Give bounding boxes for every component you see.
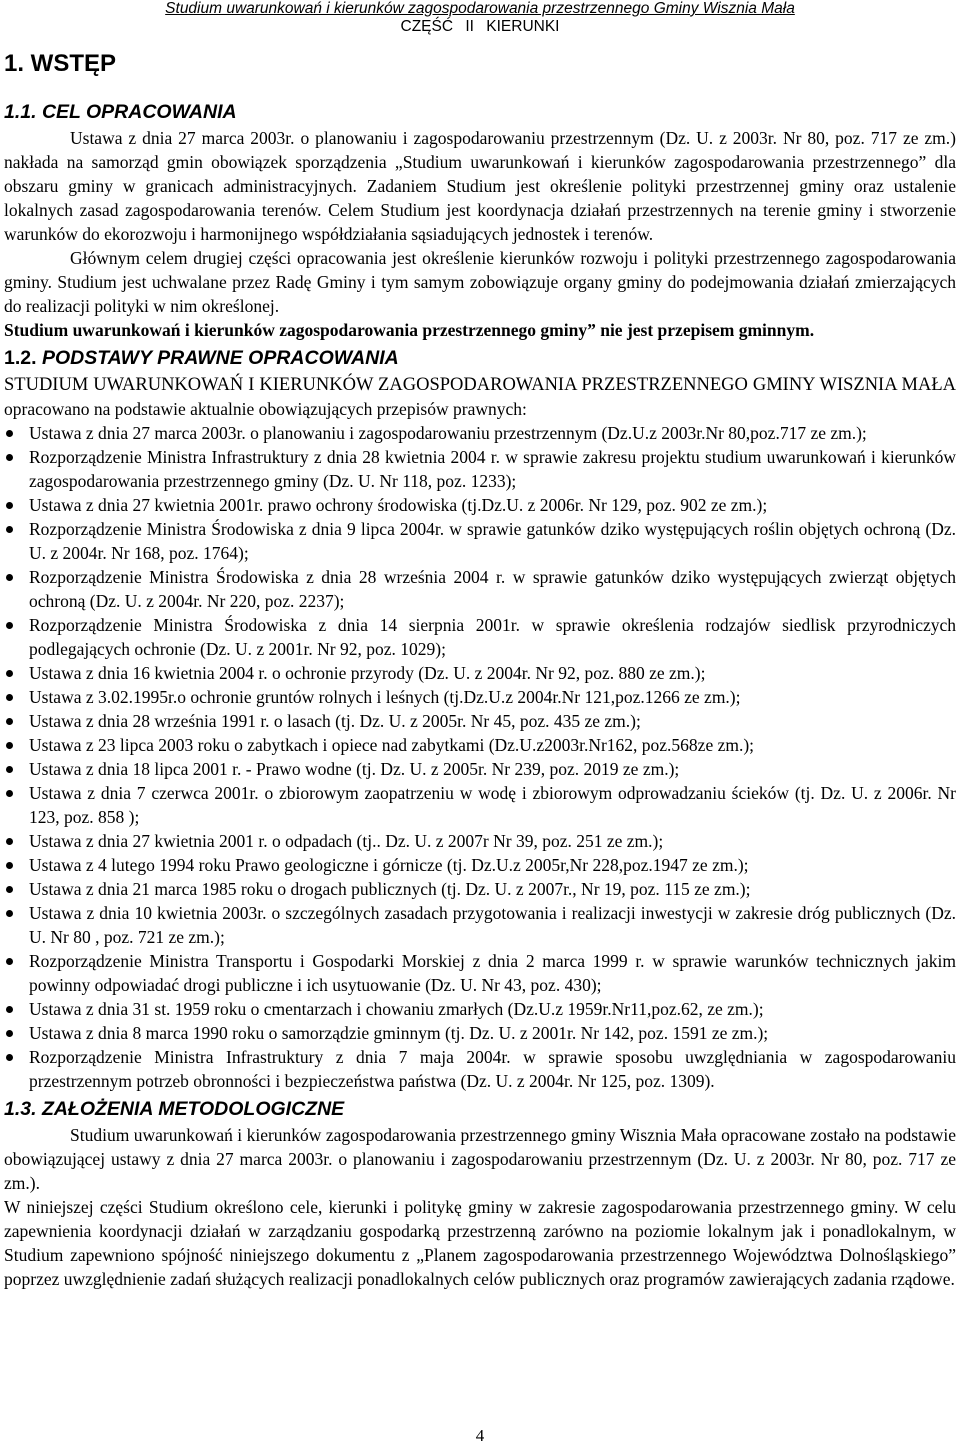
legal-basis-item-text: Rozporządzenie Ministra Środowiska z dnia 14 sierpnia 2001r. w sprawie określenia rodzajów siedlisk przyrodniczych podlegających ochronie (Dz. U. z 2001r. Nr 92, poz. 1029); [29,615,956,659]
document-body [4,98,956,1291]
study-title-caps: STUDIUM UWARUNKOWAŃ I KIERUNKÓW ZAGOSPODAROWANIA PRZESTRZENNEGO GMINY WISZNIA MAŁA [4,375,956,395]
bullet-icon [6,742,13,749]
bullet-icon [6,430,13,437]
legal-basis-item-text: Ustawa z dnia 18 lipca 2001 r. - Prawo wodne (tj. Dz. U. z 2005r. Nr 239, poz. 2019 ze zm.); [29,759,680,779]
legal-basis-item-text: Ustawa z dnia 27 kwietnia 2001 r. o odpadach (tj.. Dz. U. z 2007r Nr 39, poz. 251 ze zm.); [29,831,664,851]
bullet-icon [6,1030,13,1037]
bullet-icon [6,766,13,773]
legal-basis-item-text: Ustawa z dnia 27 kwietnia 2001r. prawo ochrony środowiska (tj.Dz.U. z 2006r. Nr 129, poz. 902 ze zm.); [29,495,768,515]
legal-basis-item-text: Ustawa z dnia 16 kwietnia 2004 r. o ochronie przyrody (Dz. U. z 2004r. Nr 92, poz. 880 ze zm.); [29,663,706,683]
legal-basis-item [4,949,956,997]
legal-basis-item-text: Ustawa z dnia 31 st. 1959 roku o cmentarzach i chowaniu zmarłych (Dz.U.z 1959r.Nr11,poz.62, ze zm.); [29,999,764,1019]
legal-basis-item [4,781,956,829]
section-1-2-heading-text: PODSTAWY PRAWNE OPRACOWANIA [41,347,399,369]
section-1-2-intro-rest: opracowano na podstawie aktualnie obowiązujących przepisów prawnych: [4,399,527,419]
bullet-icon [6,574,13,581]
section-1-3-title: 1.3. ZAŁOŻENIA METODOLOGICZNE [4,1098,345,1120]
bullet-icon [6,526,13,533]
section-1-2-title [4,344,956,372]
legal-basis-item [4,997,956,1021]
legal-basis-item [4,493,956,517]
legal-basis-item-text: Rozporządzenie Ministra Infrastruktury z dnia 7 maja 2004r. w sprawie sposobu uwzględniania w zagospodarowaniu przestrzennym potrzeb obronności i bezpieczeństwa państwa (Dz. U. z 2004r. Nr 125, poz. 1309). [29,1047,956,1091]
legal-basis-item [4,661,956,685]
page-number: 4 [475,1426,485,1445]
bullet-icon [6,886,13,893]
legal-basis-item [4,877,956,901]
legal-basis-item-text: Ustawa z dnia 21 marca 1985 roku o drogach publicznych (tj. Dz. U. z 2007r., Nr 19, poz. 115 ze zm.); [29,879,751,899]
legal-basis-item [4,445,956,493]
section-1-1-title: 1.1. CEL OPRACOWANIA [4,101,237,123]
legal-basis-item-text: Ustawa z dnia 27 marca 2003r. o planowaniu i zagospodarowaniu przestrzennym (Dz.U.z 2003r.Nr 80,poz.717 ze zm.); [29,423,867,443]
legal-basis-item-text: Ustawa z 3.02.1995r.o ochronie gruntów rolnych i leśnych (tj.Dz.U.z 2004r.Nr 121,poz.1266 ze zm.); [29,687,741,707]
legal-basis-item [4,829,956,853]
legal-basis-item-text: Rozporządzenie Ministra Infrastruktury z dnia 28 kwietnia 2004 r. w sprawie zakresu projektu studium uwarunkowań i kierunków zagospodarowania przestrzennego gminy (Dz. U. Nr 118, poz. 1233); [29,447,956,491]
bullet-icon [6,502,13,509]
legal-basis-item [4,901,956,949]
legal-basis-item-text: Ustawa z dnia 10 kwietnia 2003r. o szczególnych zasadach przygotowania i realizacji inwestycji w zakresie dróg publicznych (Dz. U. Nr 80 , poz. 721 ze zm.); [29,903,956,947]
section-1-3-paragraph-1: Studium uwarunkowań i kierunków zagospodarowania przestrzennego gminy Wisznia Mała opracowane zostało na podstawie obowiązującej ustawy z dnia 27 marca 2003r. o planowaniu i zagospodarowaniu przestrzennym (Dz. U. z 2003r. Nr 80, poz. 717 ze zm.). [4,1125,956,1193]
bullet-icon [6,790,13,797]
bullet-icon [6,694,13,701]
legal-basis-item-text: Ustawa z dnia 28 września 1991 r. o lasach (tj. Dz. U. z 2005r. Nr 45, poz. 435 ze zm.); [29,711,641,731]
bullet-icon [6,718,13,725]
running-header-title: Studium uwarunkowań i kierunków zagospodarowania przestrzennego Gminy Wisznia Mała [165,0,795,17]
legal-basis-item-text: Rozporządzenie Ministra Środowiska z dnia 9 lipca 2004r. w sprawie gatunków dziko występujących roślin objętych ochroną (Dz. U. z 2004r. Nr 168, poz. 1764); [29,519,956,563]
section-1-3-paragraph-2: W niniejszej części Studium określono cele, kierunki i politykę gminy w zakresie zagospodarowania przestrzennego gminy. W celu zapewnienia koordynacji działań w zarządzaniu gospodarką przestrzenną zarówno na poziomie lokalnym jak i ponadlokalnym, w Studium zapewniono spójność niniejszego dokumentu z „Planem zagospodarowania przestrzennego Województwa Dolnośląskiego” poprzez uwzględnienie zadań służących realizacji ponadlokalnych celów publicznych oraz programów zawierających zadania rządowe. [4,1197,956,1289]
section-1-2-intro [4,372,956,421]
bullet-icon [6,454,13,461]
legal-basis-item [4,685,956,709]
legal-basis-item-text: Ustawa z dnia 8 marca 1990 roku o samorządzie gminnym (tj. Dz. U. z 2001r. Nr 142, poz. 1591 ze zm.); [29,1023,769,1043]
legal-basis-item-text: Ustawa z 23 lipca 2003 roku o zabytkach i opiece nad zabytkami (Dz.U.z2003r.Nr162, poz.568ze zm.); [29,735,755,755]
bullet-icon [6,862,13,869]
legal-basis-item [4,709,956,733]
legal-basis-item-text: Rozporządzenie Ministra Środowiska z dnia 28 września 2004 r. w sprawie gatunków dziko występujących zwierząt objętych ochroną (Dz. U. z 2004r. Nr 220, poz. 2237); [29,567,956,611]
legal-basis-item [4,565,956,613]
bullet-icon [6,838,13,845]
legal-basis-item [4,517,956,565]
section-1-1-paragraph-2: Głównym celem drugiej części opracowania jest określenie kierunków rozwoju i polityki przestrzennego zagospodarowania gminy. Studium jest uchwalane przez Radę Gminy i tym samym zobowiązuje organy gminy do podejmowania działań zmierzających do realizacji polityki w nim określonej. [4,248,956,316]
legal-basis-item-text: Ustawa z dnia 7 czerwca 2001r. o zbiorowym zaopatrzeniu w wodę i zbiorowym odprowadzaniu ścieków (tj. Dz. U. z 2006r. Nr 123, poz. 858 ); [29,783,956,827]
legal-basis-list [4,421,956,1093]
legal-basis-item [4,733,956,757]
bullet-icon [6,958,13,965]
running-header-part: CZĘŚĆ II KIERUNKI [400,18,560,35]
section-1-2-number: 1.2. [4,347,37,369]
section-1-1-paragraph-3: Studium uwarunkowań i kierunków zagospodarowania przestrzennego gminy” nie jest przepisem gminnym. [4,320,815,340]
section-1-1-paragraph-1: Ustawa z dnia 27 marca 2003r. o planowaniu i zagospodarowaniu przestrzennym (Dz. U. z 2003r. Nr 80, poz. 717 ze zm.) nakłada na samorząd gmin obowiązek sporządzenia „Studium uwarunkowań i kierunków zagospodarowania przestrzennego” dla obszaru gminy w granicach administracyjnych. Zadaniem Studium jest określenie polityki przestrzennej gminy oraz ustalenie lokalnych zasad zagospodarowania terenów. Celem Studium jest koordynacja działań przestrzennych na terenie gminy i stworzenie warunków do ekorozwoju i harmonijnego współdziałania sąsiadujących jednostek i terenów. [4,128,956,244]
bullet-icon [6,1006,13,1013]
legal-basis-item [4,853,956,877]
legal-basis-item [4,1045,956,1093]
legal-basis-item-text: Rozporządzenie Ministra Transportu i Gospodarki Morskiej z dnia 2 marca 1999 r. w sprawie warunków technicznych jakim powinny odpowiadać drogi publiczne i ich usytuowanie (Dz. U. Nr 43, poz. 430); [29,951,956,995]
bullet-icon [6,670,13,677]
bullet-icon [6,910,13,917]
bullet-icon [6,1054,13,1061]
bullet-icon [6,622,13,629]
legal-basis-item [4,1021,956,1045]
legal-basis-item [4,421,956,445]
legal-basis-item-text: Ustawa z 4 lutego 1994 roku Prawo geologiczne i górnicze (tj. Dz.U.z 2005r,Nr 228,poz.1947 ze zm.); [29,855,749,875]
legal-basis-item [4,613,956,661]
legal-basis-item [4,757,956,781]
chapter-title: 1. WSTĘP [4,50,117,77]
